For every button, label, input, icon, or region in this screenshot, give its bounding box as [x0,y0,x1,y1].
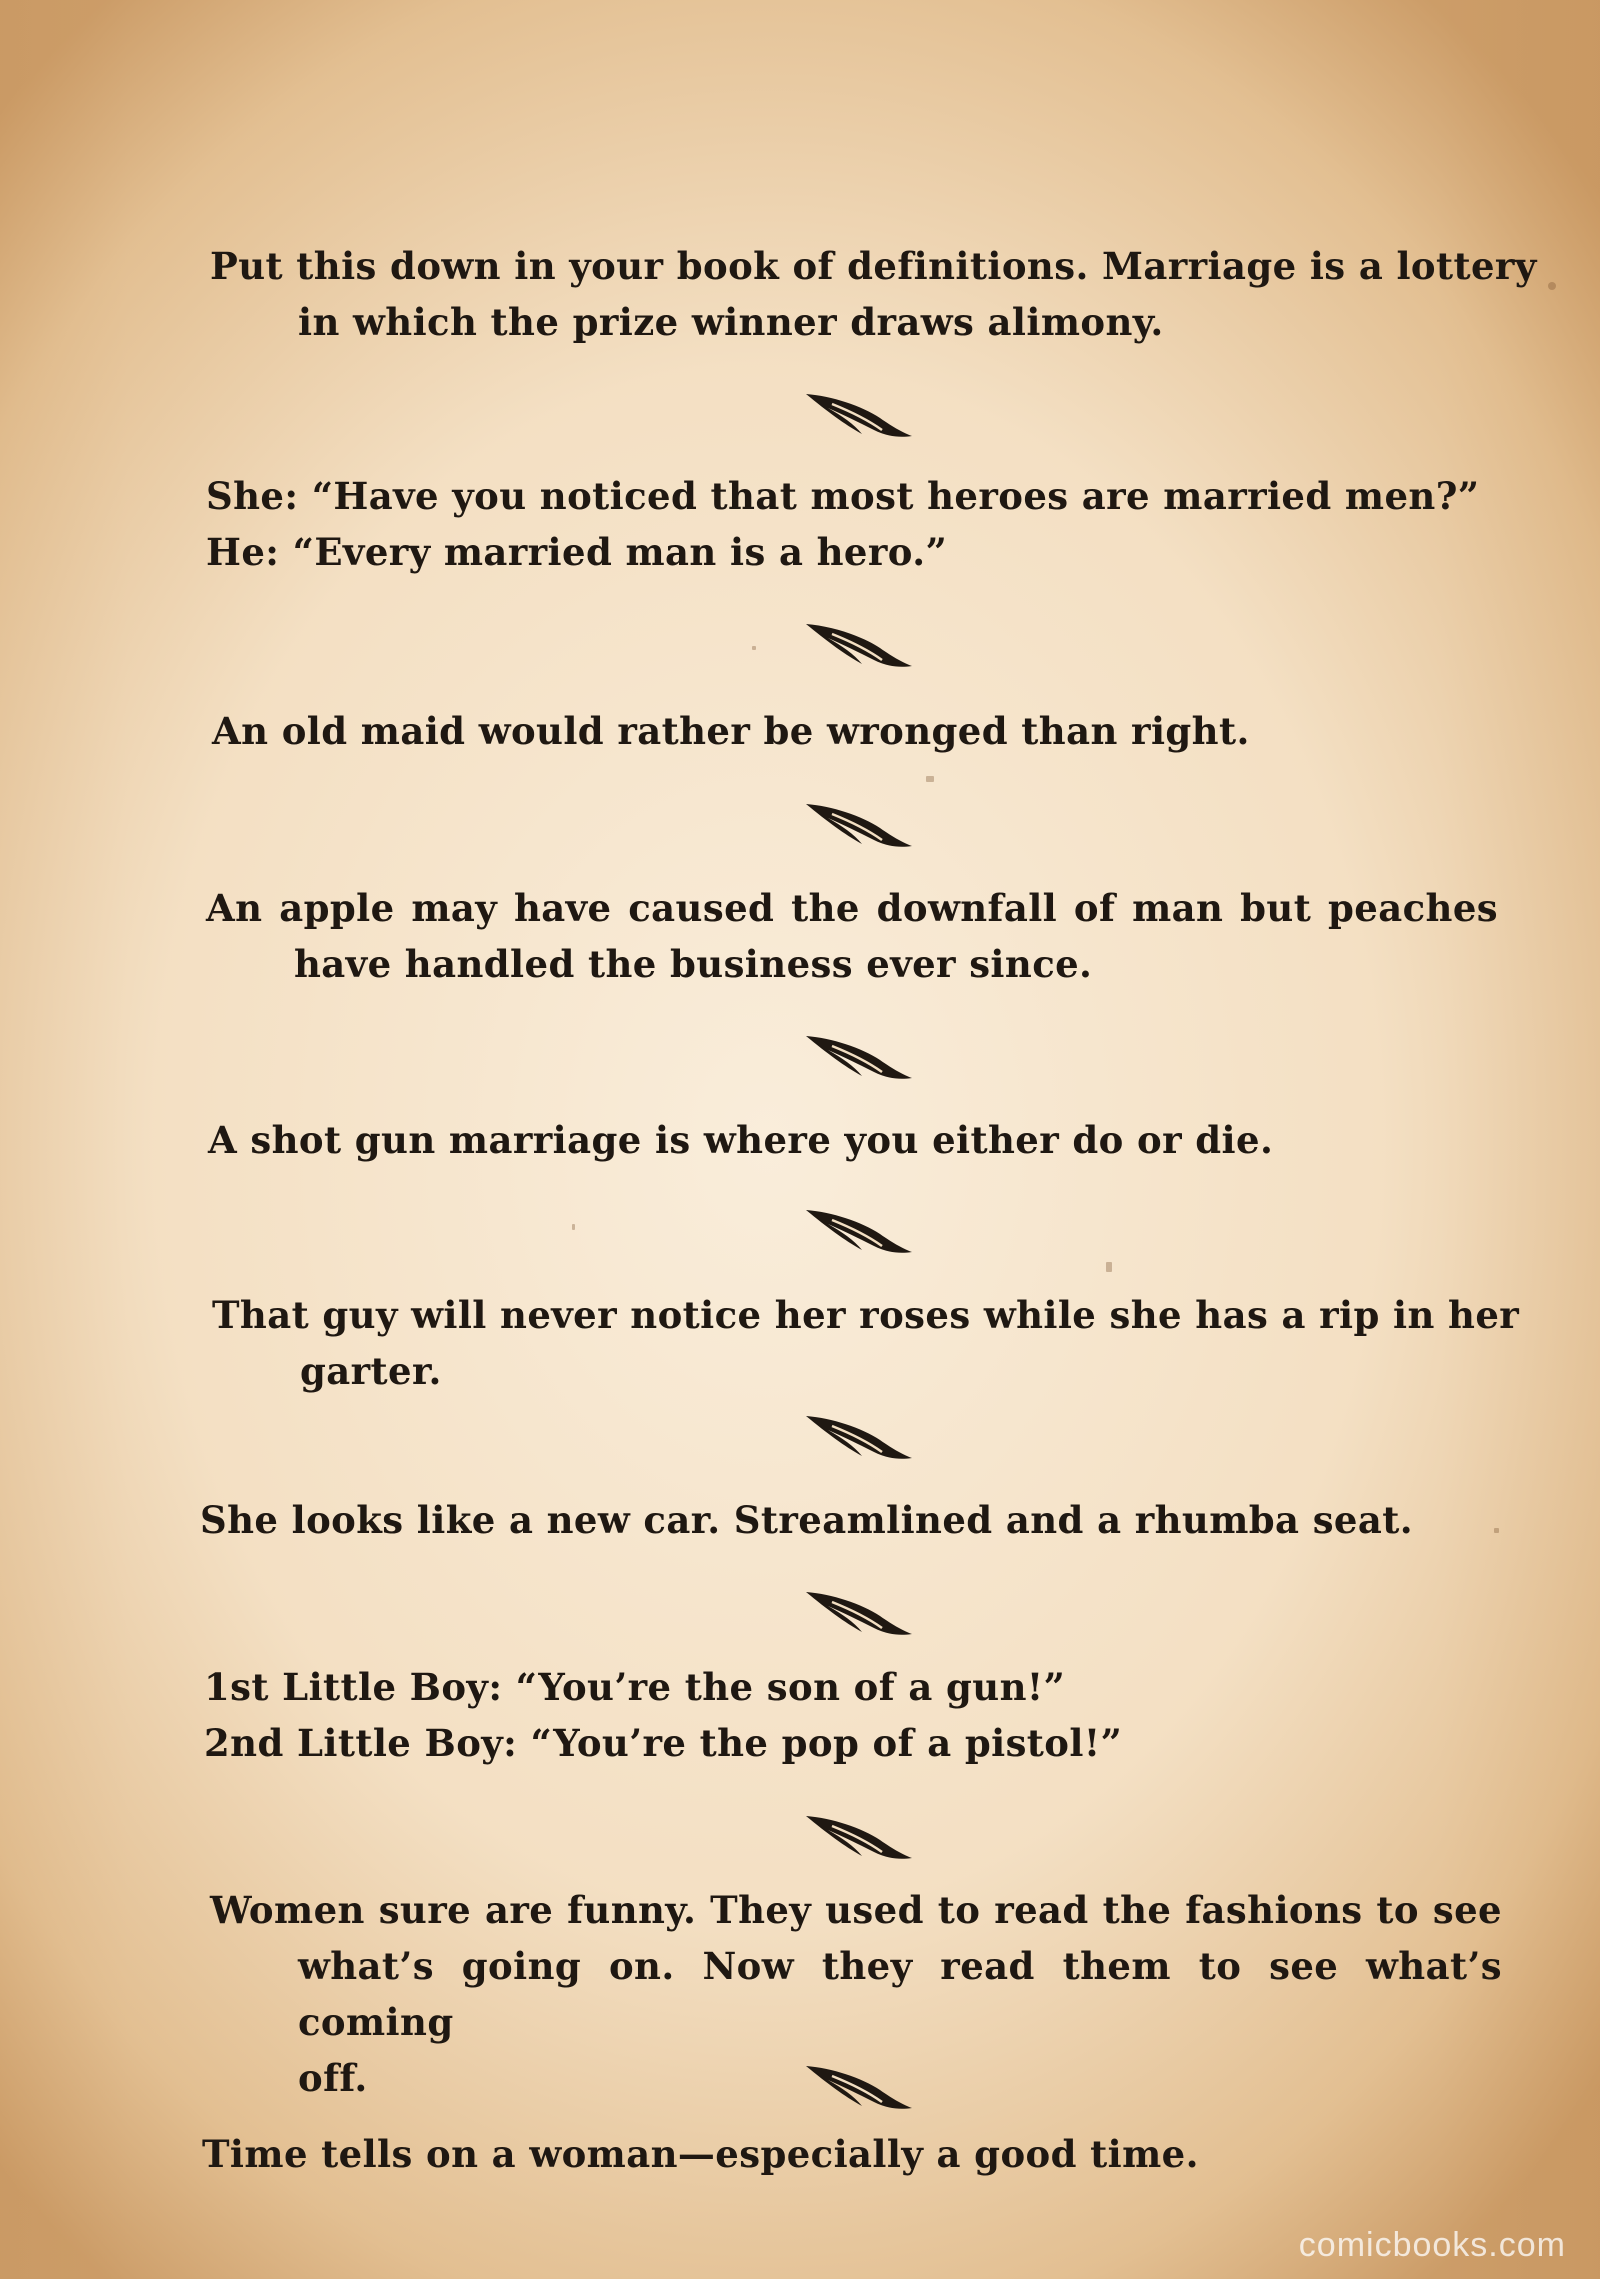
feather-quill-icon [802,614,914,670]
joke-1 [210,238,1537,350]
paper-speck [752,646,756,650]
joke-line: Time tells on a woman—especially a good time. [202,2132,1199,2176]
joke-line: He: “Every married man is a hero.” [206,530,948,574]
joke-line: what’s going on. Now they read them to see what’s coming [298,1944,1502,2044]
joke-line-justified [210,1938,1502,2050]
joke-10 [202,2126,1504,2182]
joke-line: 1st Little Boy: “You’re the son of a gun!” [204,1665,1066,1709]
feather-quill-icon [802,1806,914,1862]
joke-line: Women sure are funny. They used to read the fashions to see [210,1888,1502,1932]
joke-line: have handled the business ever since. [294,942,1093,986]
joke-4 [206,880,1498,992]
watermark: comicbooks.com [1298,2226,1566,2264]
feather-quill-icon [802,1026,914,1082]
joke-3 [212,703,1514,759]
joke-line: A shot gun marriage is where you either do or die. [208,1118,1274,1162]
joke-line: garter. [300,1349,442,1393]
joke-line: An apple may have caused the downfall of man but peaches [206,886,1498,930]
joke-8 [204,1659,1506,1771]
paper-speck [572,1224,575,1230]
joke-line: She: “Have you noticed that most heroes are married men?” [206,474,1480,518]
feather-quill-icon [802,384,914,440]
paper-speck [926,776,934,782]
joke-line: 2nd Little Boy: “You’re the pop of a pistol!” [204,1721,1123,1765]
feather-quill-icon [802,1406,914,1462]
joke-2 [206,468,1508,580]
joke-line: An old maid would rather be wronged than right. [212,709,1250,753]
paper-speck [1106,1262,1112,1272]
joke-line: in which the prize winner draws alimony. [298,300,1164,344]
joke-6 [212,1287,1520,1399]
feather-quill-icon [802,1200,914,1256]
paper-speck [1548,282,1556,290]
joke-line: She looks like a new car. Streamlined and a rhumba seat. [200,1498,1414,1542]
joke-line: That guy will never notice her roses while she has a rip in her [212,1293,1520,1337]
feather-quill-icon [802,2056,914,2112]
feather-quill-icon [802,794,914,850]
joke-7 [200,1492,1502,1548]
feather-quill-icon [802,1582,914,1638]
joke-5 [208,1112,1510,1168]
joke-line: off. [298,2056,368,2100]
joke-line: Put this down in your book of definitions. Marriage is a lottery [210,244,1537,288]
